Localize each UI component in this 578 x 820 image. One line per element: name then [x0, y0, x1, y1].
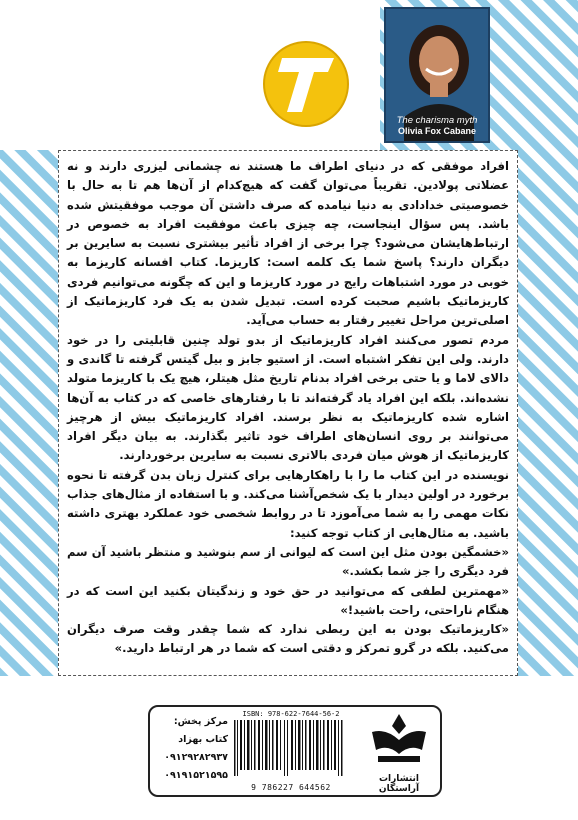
barcode-bars-icon [232, 720, 350, 776]
distributor-name: کتاب بهزاد [178, 734, 228, 745]
back-cover-text-panel [58, 150, 518, 676]
distributor-info [158, 713, 228, 789]
isbn-text: ISBN: 978-622-7644-56-2 [242, 710, 340, 718]
author-photo [384, 7, 490, 143]
publisher-name: انتشارات آراستگان [378, 774, 420, 794]
t-logo-icon [262, 40, 350, 128]
paragraph-3: نویسنده در این کتاب ما را با راهکارهایی برای کنترل زبان بدن گرفته تا نحوه برخورد در اولین دیدار با یک شخص‌آشنا می‌کند. و با استفاده از مثال‌های جذاب نکات مهمی را به شما می‌آموزد تا در روابط شخصی خود عملکرد بهتری داشته باشید. به مثال‌هایی از کتاب توجه کنید: [67, 467, 509, 540]
barcode [226, 710, 356, 792]
photo-caption [386, 115, 488, 137]
barcode-digits: 9 786227 644562 [251, 783, 331, 792]
paragraph-1: افراد موفقی که در دنیای اطراف ما هستند نه چشمانی لیزری دارند و نه عضلاتی پولادین. تقریباً می‌توان گفت که هیچ‌کدام از آن‌ها هم تا به حال با خصوصیتی خدادادی به دنیا نیامده که صرف داشتن آن موجب موفقیتش شده باشد. پس سؤال اینجاست، چه چیزی باعث موفقیت افراد به خصوص در ارتباط‌هایشان می‌شود؟ چرا برخی از افراد تأثیر بیشتری نسبت به سایرین بر دیگران دارند؟ پاسخ شما یک کلمه است: کاریزما. کتاب افسانه کاریزما به خوبی در مورد اشتباهات رایج در مورد کاریزما و این که چگونه می‌توانیم فردی کاریزماتیک باشیم صحبت کرده است. تبدیل شدن به یک فرد کاریزماتیک از اصلی‌ترین مراحل تغییر رفتار به حساب می‌آید. [67, 159, 509, 328]
quote-3: «کاریزماتیک بودن به این ربطی ندارد که شما چقدر وقت صرف دیگران می‌کنید. بلکه در گرو تمرکز و دقتی است که شما در هر ارتباط دارید.» [67, 622, 509, 656]
distributor-phone-2: ۰۹۱۹۱۵۲۱۵۹۵ [164, 770, 228, 781]
quote-2: «مهمترین لطفی که می‌توانید در حق خود و زندگیتان بکنید این است که در هنگام ناراحتی، راحت باشید!» [67, 583, 509, 617]
distributor-phone-1: ۰۹۱۲۹۲۸۲۹۳۷ [164, 752, 228, 763]
paragraph-2: مردم تصور می‌کنند افراد کاریزماتیک از بدو تولد چنین قابلیتی را در خود دارند. ولی این تفکر اشتباه است. از استیو جابز و بیل گیتس گرفته تا گاندی و دالای لاما و یا حتی برخی افراد بدنام تاریخ مثل هیتلر، هیچ یک با کاریزما متولد نشده‌اند. بلکه این افراد یاد گرفته‌اند تا با رفتارهای خاصی که در کتاب به آن‌ها اشاره شده کاریزماتیک به نظر برسند. افراد کاریزماتیک بیش از هرچیز می‌توانند بر روی انسان‌های اطراف خود تاثیر بگذارند. به بیان دیگر افراد کاریزماتیک از هوش میان فردی بالاتری نسبت به سایرین برخوردارند. [67, 332, 509, 463]
back-cover-text [67, 157, 509, 659]
quote-1: «خشمگین بودن مثل این است که لیوانی از سم بنوشید و منتظر باشید آن سم فرد دیگری را جز شما بکشد.» [67, 544, 509, 579]
distributor-label: مرکز پخش: [173, 716, 228, 727]
book-title-caption: The charisma myth [396, 115, 478, 126]
author-name-caption: Olivia Fox Cabane [397, 126, 477, 136]
